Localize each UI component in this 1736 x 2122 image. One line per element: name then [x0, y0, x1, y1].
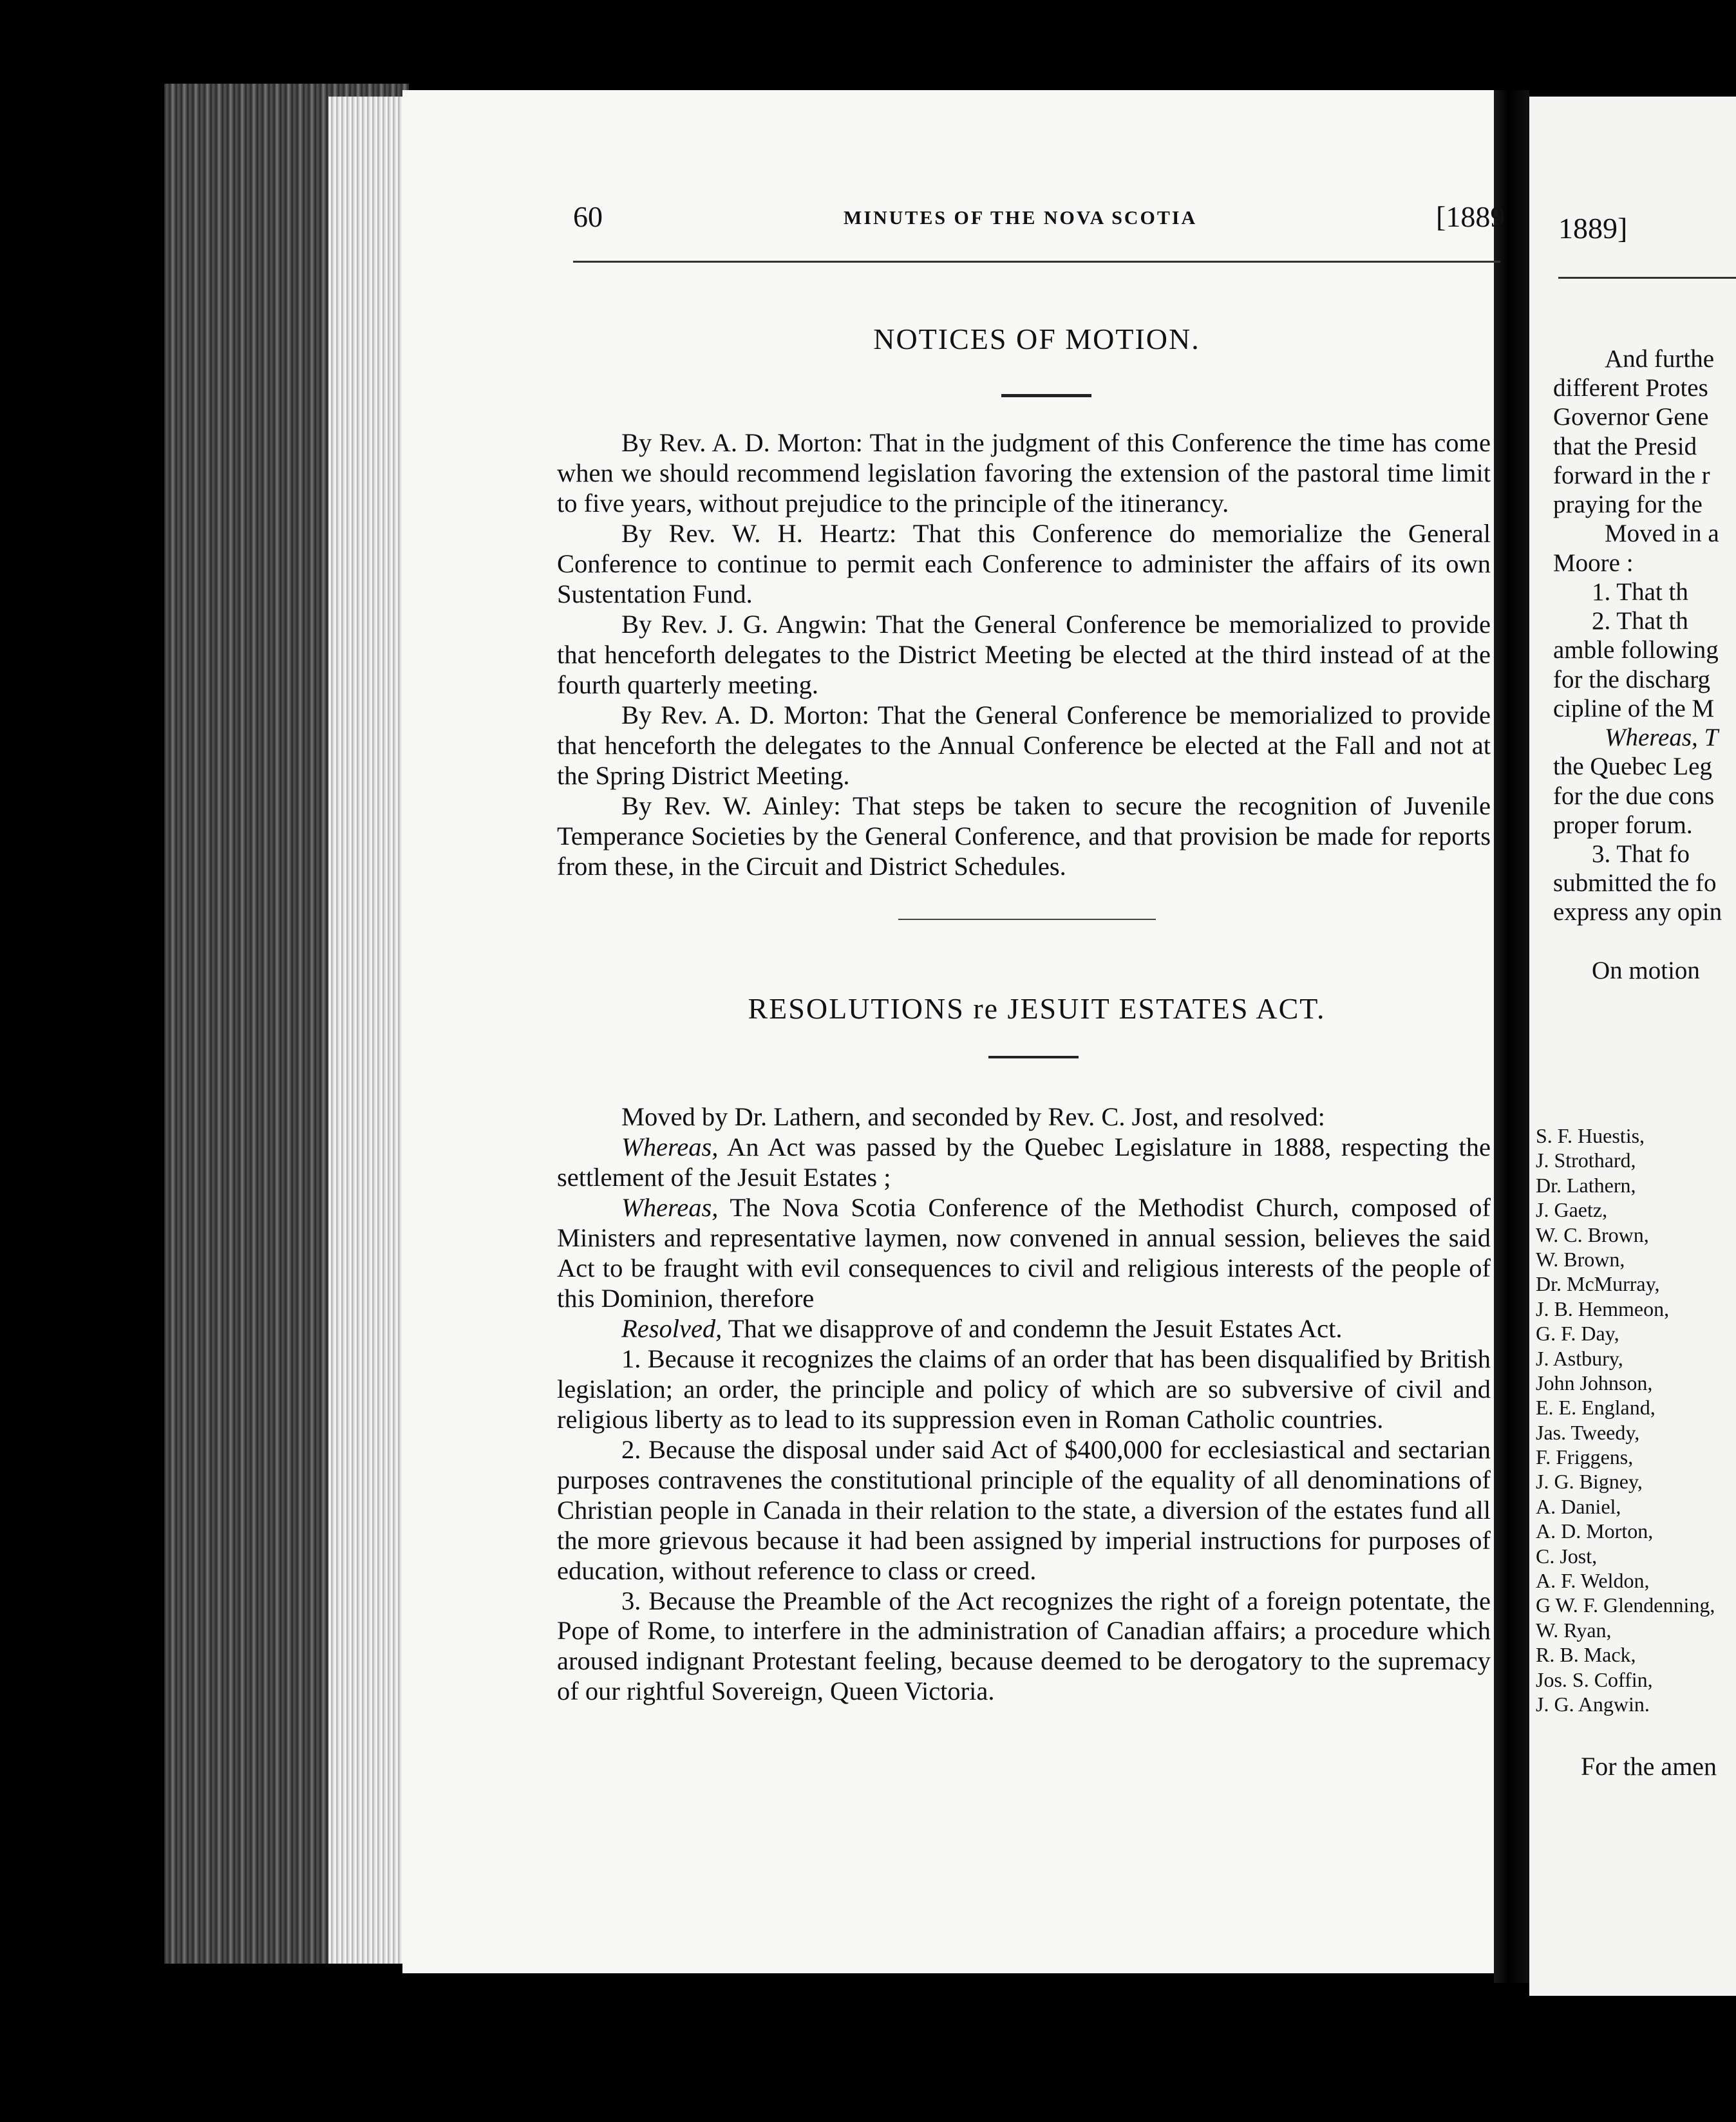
- right-line: And furthe: [1605, 345, 1715, 373]
- notices-heading: NOTICES OF MOTION.: [873, 323, 1200, 355]
- name-entry: C. Jost,: [1536, 1544, 1598, 1568]
- page-number: 60: [573, 200, 603, 233]
- right-line: submitted the fo: [1553, 869, 1717, 897]
- header-rule: [573, 261, 1500, 263]
- right-line: [1553, 927, 1736, 956]
- resolved-lead: Resolved,: [621, 1313, 722, 1343]
- right-line: 3. That fo: [1592, 840, 1690, 868]
- right-line: Moved in a: [1605, 520, 1719, 548]
- right-line: the Quebec Leg: [1553, 753, 1712, 781]
- right-line: Moore :: [1553, 549, 1634, 577]
- right-page-text: [1553, 344, 1736, 985]
- right-line: forward in the r: [1553, 461, 1710, 489]
- name-entry: Jos. S. Coffin,: [1536, 1667, 1653, 1691]
- right-line: praying for the: [1553, 491, 1703, 519]
- resolved-text: That we disapprove of and condemn the Jesuit Estates Act.: [722, 1313, 1343, 1343]
- right-line: On motion: [1592, 956, 1700, 984]
- resolved-paragraph: [557, 1314, 1491, 1344]
- name-entry: J. B. Hemmeon,: [1536, 1297, 1670, 1320]
- name-entry: A. Daniel,: [1536, 1494, 1621, 1518]
- name-entry: J. Gaetz,: [1536, 1198, 1608, 1222]
- name-entry: S. F. Huestis,: [1536, 1124, 1645, 1147]
- right-line: Whereas, T: [1605, 724, 1719, 752]
- right-line: that the Presid: [1553, 432, 1697, 460]
- moved-line: Moved by Dr. Lathern, and seconded by Rev. C. Jost, and resolved:: [621, 1102, 1325, 1131]
- name-entry: J. Strothard,: [1536, 1149, 1636, 1172]
- name-entry: Jas. Tweedy,: [1536, 1420, 1640, 1444]
- name-entry: A. F. Weldon,: [1536, 1569, 1650, 1593]
- notices-body: [557, 428, 1491, 882]
- right-line: Governor Gene: [1553, 403, 1709, 431]
- right-line: cipline of the M: [1553, 694, 1715, 722]
- running-year: [1889: [1436, 200, 1505, 233]
- name-entry: W. Brown,: [1536, 1247, 1625, 1271]
- right-line: proper forum.: [1553, 811, 1693, 839]
- right-header-rule: [1558, 277, 1736, 279]
- right-line: for the due cons: [1553, 782, 1715, 810]
- resolutions-body: [557, 1102, 1491, 1707]
- right-line: 1. That th: [1592, 577, 1688, 606]
- name-entry: Dr. McMurray,: [1536, 1272, 1660, 1296]
- name-entry: J. G. Bigney,: [1536, 1470, 1643, 1494]
- name-entry: F. Friggens,: [1536, 1445, 1634, 1469]
- notice-paragraph: By Rev. A. D. Morton: That in the judgment of this Conference the time has come when we should recommend legislation favoring the extension of the pastoral time limit to five years, without prejudice to the principle of the itinerancy.: [557, 428, 1491, 518]
- name-entry: A. D. Morton,: [1536, 1519, 1654, 1543]
- name-entry: E. E. England,: [1536, 1396, 1656, 1420]
- resolutions-heading: RESOLUTIONS re JESUIT ESTATES ACT.: [748, 992, 1326, 1025]
- right-line: different Protes: [1553, 374, 1708, 402]
- right-line: amble following: [1553, 636, 1719, 664]
- whereas-text: The Nova Scotia Conference of the Methodist Church, composed of Ministers and representative laymen, now convened in annual session, believes the said Act to be fraught with evil consequences to civil and religious interests of the people of this Dominion, therefore: [557, 1192, 1491, 1313]
- name-entry: G. F. Day,: [1536, 1322, 1619, 1346]
- name-entry: W. Ryan,: [1536, 1618, 1612, 1642]
- name-entry: G W. F. Glendenning,: [1536, 1593, 1715, 1617]
- name-entry: John Johnson,: [1536, 1371, 1653, 1394]
- section-divider: [898, 919, 1156, 920]
- vote-name-list: [1536, 1123, 1736, 1716]
- running-title: MINUTES OF THE NOVA SCOTIA: [844, 207, 1198, 229]
- reason-paragraph: 2. Because the disposal under said Act of $400,000 for ecclesiastical and sectarian purposes contravenes the constitutional principle of the equality of all denominations of Christian people in Canada in their relation to the state, a diversion of the estates fund all the more grievous because it had been assigned by imperial instructions for purposes of education, without reference to class or creed.: [557, 1434, 1491, 1585]
- whereas-paragraph: [557, 1193, 1491, 1314]
- right-page-year: 1889]: [1558, 212, 1628, 245]
- name-entry: J. G. Angwin.: [1536, 1692, 1650, 1716]
- whereas-lead: Whereas,: [621, 1132, 719, 1161]
- whereas-lead: Whereas,: [621, 1192, 719, 1222]
- right-line: 2. That th: [1592, 607, 1688, 635]
- resolutions-rule: [988, 1056, 1079, 1058]
- page-stack: [328, 97, 406, 1964]
- reason-paragraph: 3. Because the Preamble of the Act recognizes the right of a foreign potentate, the Pope of Rome, to interfere in the administration of Canadian affairs; a procedure which aroused indignant Protestant feeling, because deemed to be derogatory to the supremacy of our rightful Sovereign, Queen Victoria.: [557, 1586, 1491, 1706]
- whereas-paragraph: [557, 1132, 1491, 1193]
- right-line: express any opin: [1553, 898, 1722, 926]
- reason-paragraph: 1. Because it recognizes the claims of an order that has been disqualified by British legislation; an order, the principle and policy of which are so subversive of civil and religious liberty as to lead to its suppression even in Roman Catholic countries.: [557, 1344, 1491, 1434]
- notice-paragraph: By Rev. J. G. Angwin: That the General Conference be memorialized to provide that henceforth delegates to the District Meeting be elected at the third instead of at the fourth quarterly meeting.: [557, 609, 1491, 699]
- name-entry: R. B. Mack,: [1536, 1643, 1636, 1667]
- notices-rule: [1001, 394, 1091, 397]
- notice-paragraph: By Rev. A. D. Morton: That the General Conference be memorialized to provide that henceforth the delegates to the Annual Conference be elected at the Fall and not at the Spring District Meeting.: [557, 700, 1491, 790]
- whereas-text: An Act was passed by the Quebec Legislature in 1888, respecting the settlement of the Jesuit Estates ;: [557, 1132, 1491, 1192]
- right-page-footer-line: For the amen: [1581, 1752, 1717, 1781]
- page-header: [573, 200, 1505, 238]
- notice-paragraph: By Rev. W. Ainley: That steps be taken to secure the recognition of Juvenile Temperance Societies by the General Conference, and that provision be made for reports from these, in the Circuit and District Schedules.: [557, 791, 1491, 881]
- book-gutter: [1494, 90, 1529, 1983]
- name-entry: Dr. Lathern,: [1536, 1173, 1636, 1197]
- notice-paragraph: By Rev. W. H. Heartz: That this Conference do memorialize the General Conference to continue to permit each Conference to administer the affairs of its own Sustentation Fund.: [557, 518, 1491, 608]
- right-line: for the discharg: [1553, 665, 1711, 693]
- name-entry: J. Astbury,: [1536, 1346, 1623, 1370]
- name-entry: W. C. Brown,: [1536, 1223, 1649, 1246]
